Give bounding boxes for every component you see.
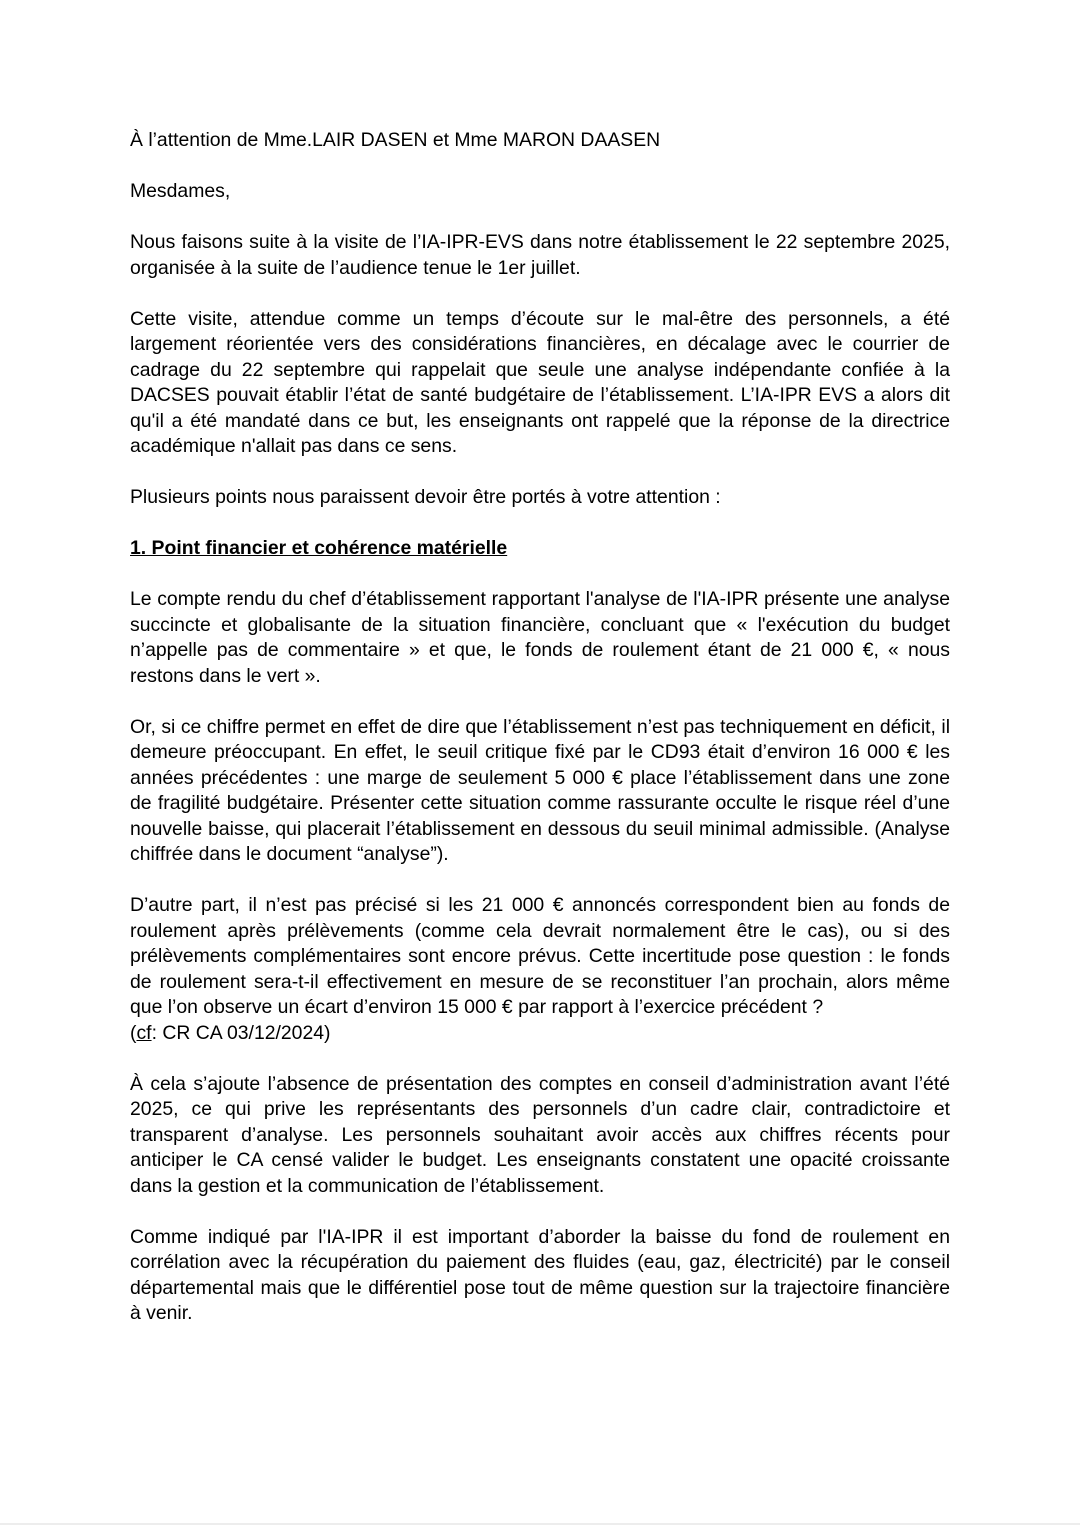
reference-open-paren: (	[130, 1021, 137, 1044]
transition-line: Plusieurs points nous paraissent devoir être portés à votre attention :	[130, 486, 721, 508]
finance-paragraph-5: Comme indiqué par l'IA-IPR il est important d’aborder la baisse du fond de roulement en corrélation avec la récupération du paiement des fluides (eau, gaz, électricité) par le conseil départemental mais que le différentiel pose tout de même question sur la trajectoire financière à venir.	[130, 1225, 950, 1324]
finance-paragraph-4: À cela s’ajoute l’absence de présentation des comptes en conseil d’administration avant l’été 2025, ce qui prive les représentants des personnels d’un cadre clair, contradictoire et transparent d’analyse. Les personnels souhaitant avoir accès aux chiffres récents pour anticiper le CA censé valider le budget. Les enseignants constatent une opacité croissante dans la gestion et la communication de l’établissement.	[130, 1072, 950, 1197]
reference-line	[130, 1022, 331, 1044]
intro-paragraph-1: Nous faisons suite à la visite de l’IA-IPR-EVS dans notre établissement le 22 septembre 2025, organisée à la suite de l’audience tenue le 1er juillet.	[130, 231, 950, 279]
finance-paragraph-3-text: D’autre part, il n’est pas précisé si les 21 000 € annoncés correspondent bien au fonds de roulement après prélèvements (comme cela devrait normalement être le cas), ou si des prélèvements complémentaires sont encore prévus. Cette incertitude pose question : le fonds de roulement sera-t-il effectivement en mesure de se reconstituer l’an prochain, alors même que l’on observe un écart d’environ 15 000 € par rapport à l’exercice précédent ?	[130, 894, 950, 1018]
section-1-heading: 1. Point financier et cohérence matérielle	[130, 537, 508, 559]
salutation: Mesdames,	[130, 180, 231, 202]
attention-line: À l’attention de Mme.LAIR DASEN et Mme MARON DAASEN	[130, 129, 661, 151]
intro-paragraph-2: Cette visite, attendue comme un temps d’écoute sur le mal-être des personnels, a été largement réorientée vers des considérations financières, en décalage avec le courrier de cadrage du 22 septembre qui rappelait que seule une analyse indépendante confiée à la DACSES pouvait établir l’état de santé budgétaire de l’établissement. L’IA-IPR EVS a alors dit qu'il a été mandaté dans ce but, les enseignants ont rappelé que la réponse de la directrice académique n'allait pas dans ce sens.	[130, 307, 950, 457]
finance-paragraph-1: Le compte rendu du chef d’établissement rapportant l'analyse de l'IA-IPR présente une analyse succincte et globalisante de la situation financière, concluant que « l'exécution du budget n’appelle pas de commentaire » et que, le fonds de roulement étant de 21 000 €, « nous restons dans le vert ».	[130, 588, 950, 687]
finance-paragraph-3	[130, 893, 950, 1046]
reference-cf-underlined: cf	[136, 1021, 152, 1044]
reference-rest: : CR CA 03/12/2024)	[151, 1021, 331, 1044]
finance-paragraph-2: Or, si ce chiffre permet en effet de dire que l’établissement n’est pas techniquement en déficit, il demeure préoccupant. En effet, le seuil critique fixé par le CD93 était d’environ 16 000 € les années précédentes : une marge de seulement 5 000 € place l’établissement dans une zone de fragilité budgétaire. Présenter cette situation comme rassurante occulte le risque réel d’une nouvelle baisse, qui placerait l’établissement en dessous du seuil minimal admissible. (Analyse chiffrée dans le document “analyse”).	[130, 715, 950, 865]
